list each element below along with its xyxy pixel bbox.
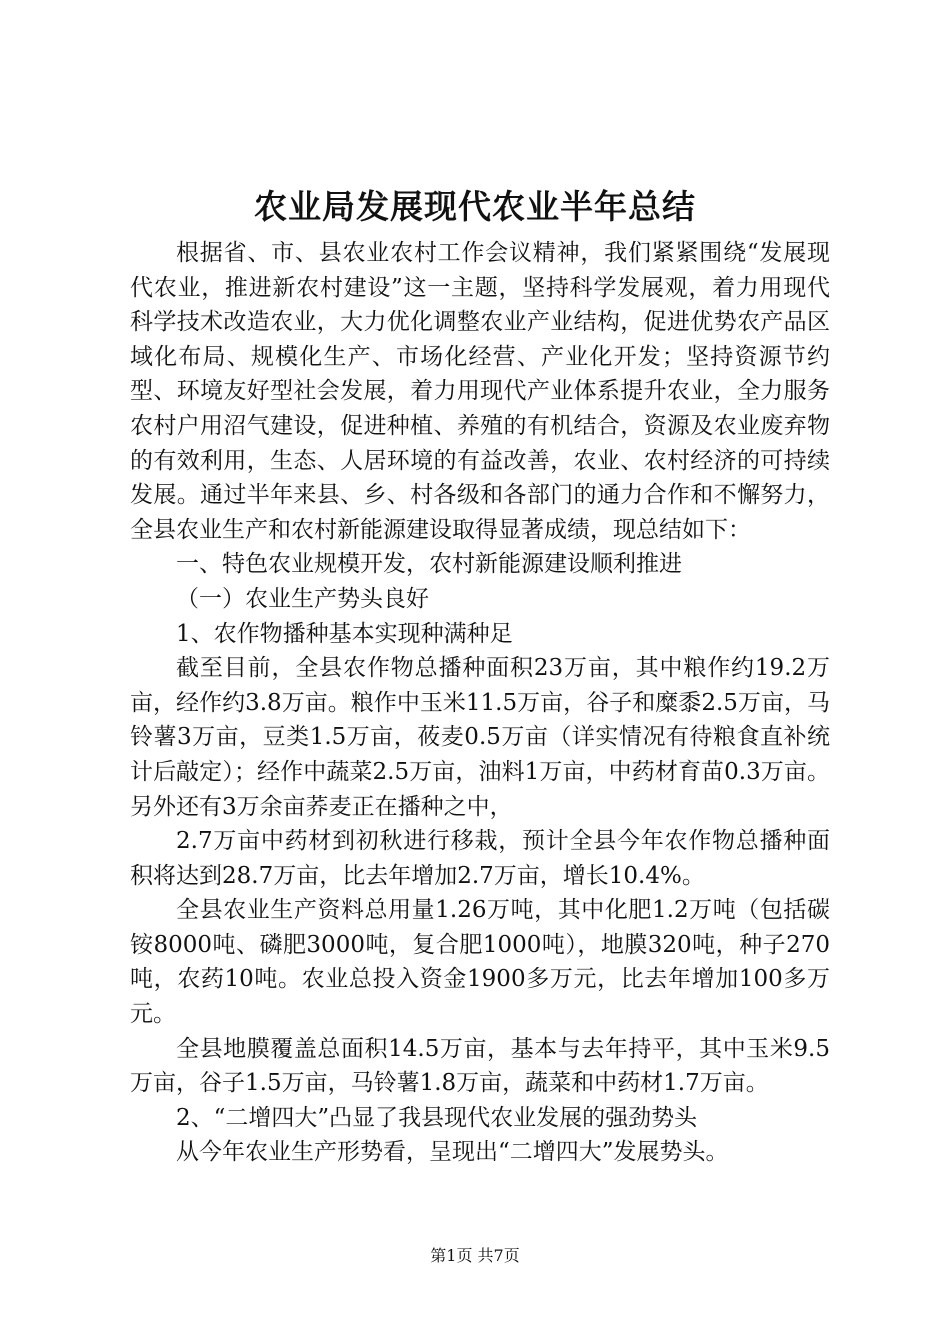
document-body [130,236,830,1170]
item-heading-2: 2、“二增四大”凸显了我县现代农业发展的强劲势头 [176,1104,698,1131]
paragraph-film-coverage: 全县地膜覆盖总面积14.5万亩，基本与去年持平，其中玉米9.5万亩，谷子1.5万亩，马铃薯1.8万亩，蔬菜和中药材1.7万亩。 [130,1035,830,1097]
paragraph-materials: 全县农业生产资料总用量1.26万吨，其中化肥1.2万吨（包括碳铵8000吨、磷肥3000吨，复合肥1000吨），地膜320吨，种子270吨，农药10吨。农业总投入资金1900多万元，比去年增加100多万元。 [130,897,830,1028]
section-heading-1: 一、特色农业规模开发，农村新能源建设顺利推进 [176,551,682,578]
paragraph-intro: 根据省、市、县农业农村工作会议精神，我们紧紧围绕“发展现代农业，推进新农村建设”这一主题，坚持科学发展观，着力用现代科学技术改造农业，大力优化调整农业产业结构，促进优势农产品区域化布局、规模化生产、市场化经营、产业化开发；坚持资源节约型、环境友好型社会发展，着力用现代产业体系提升农业，全力服务农村户用沼气建设，促进种植、养殖的有机结合，资源及农业废弃物的有效利用，生态、人居环境的有益改善，农业、农村经济的可持续发展。通过半年来县、乡、村各级和各部门的通力合作和不懈努力，全县农业生产和农村新能源建设取得显著成绩，现总结如下： [130,240,830,543]
subsection-heading-1: （一）农业生产势头良好 [176,585,429,612]
paragraph-forecast: 2.7万亩中药材到初秋进行移栽，预计全县今年农作物总播种面积将达到28.7万亩，比去年增加2.7万亩，增长10.4%。 [130,828,830,889]
paragraph-sowing-area: 截至目前，全县农作物总播种面积23万亩，其中粮作约19.2万亩，经作约3.8万亩。粮作中玉米11.5万亩，谷子和糜黍2.5万亩，马铃薯3万亩，豆类1.5万亩，莜麦0.5万亩（详实情况有待粮食直补统计后敲定）；经作中蔬菜2.5万亩，油料1万亩，中药材育苗0.3万亩。另外还有3万余亩荞麦正在播种之中， [130,655,830,820]
document-title: 农业局发展现代农业半年总结 [254,187,696,226]
page-footer: 第1页 共7页 [430,1246,520,1265]
paragraph-trend: 从今年农业生产形势看，呈现出“二增四大”发展势头。 [176,1139,729,1166]
item-heading-1: 1、农作物播种基本实现种满种足 [176,620,513,647]
